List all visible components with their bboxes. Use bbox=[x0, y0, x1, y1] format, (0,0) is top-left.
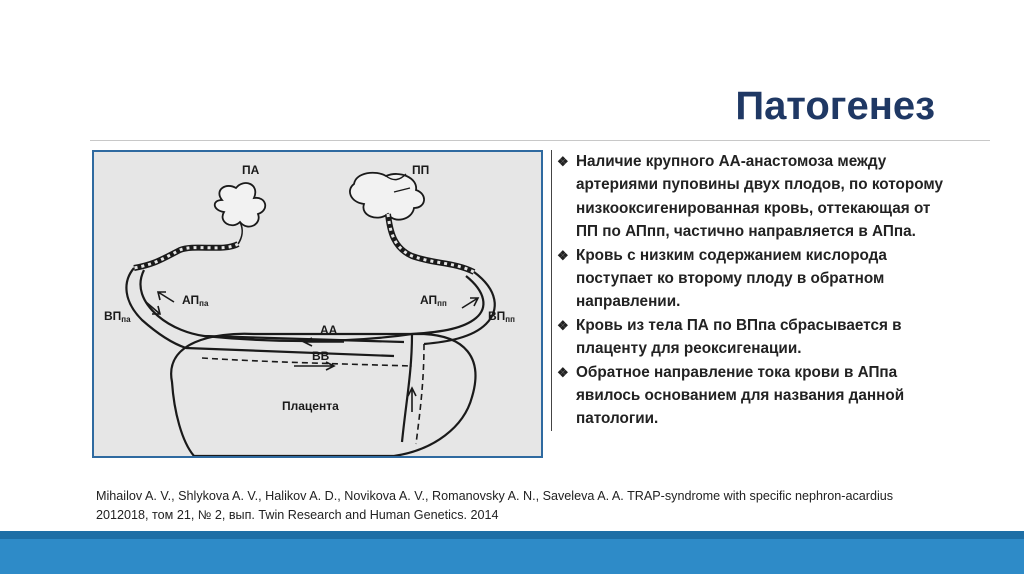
title-divider bbox=[90, 140, 990, 141]
slide-title: Патогенез bbox=[735, 84, 935, 128]
label-ap-pp: АПпп bbox=[420, 293, 447, 308]
diamond-bullet-icon: ❖ bbox=[557, 317, 569, 333]
label-pa: ПА bbox=[242, 163, 260, 177]
arrow-placenta-up bbox=[408, 388, 416, 412]
bullet-list bbox=[551, 150, 952, 431]
diamond-bullet-icon: ❖ bbox=[557, 154, 569, 169]
bullet-item bbox=[552, 361, 952, 431]
label-placenta: Плацента bbox=[282, 399, 339, 413]
vessel-left-inner bbox=[140, 270, 404, 342]
bullet-item bbox=[552, 314, 952, 361]
label-vp-pp: ВПпп bbox=[488, 309, 515, 324]
footer-bar-dark bbox=[0, 531, 1024, 539]
bullet-item bbox=[552, 150, 952, 244]
bullet-item bbox=[552, 244, 952, 314]
label-pp: ПП bbox=[412, 163, 430, 177]
twin-circulation-diagram bbox=[92, 150, 543, 458]
citation-text: Mihailov A. V., Shlykova A. V., Halikov A. D., Novikova A. V., Romanovsky A. N., Saveleva A. A. TRAP-syndrome with specific nephron-acardius 2012018, том 21, № 2, вып. Twin Research and Human Genetics. 2014 bbox=[96, 489, 894, 522]
bullet-text: Обратное направление тока крови в АПпа явилось основанием для названия данной патологии. bbox=[576, 363, 905, 428]
arrow-ap-pa bbox=[158, 292, 174, 302]
diamond-bullet-icon: ❖ bbox=[557, 247, 569, 263]
vv-vein bbox=[202, 358, 412, 366]
vessel-left-outer bbox=[126, 268, 394, 356]
label-vp-pa: ВПпа bbox=[104, 309, 131, 324]
label-aa: АА bbox=[320, 323, 338, 337]
umbilical-cord-pp bbox=[388, 214, 474, 272]
arrow-ap-pp bbox=[462, 298, 478, 308]
label-vv: ВВ bbox=[312, 349, 330, 363]
placenta-return-vessel bbox=[402, 334, 412, 442]
fetus-pa-shape bbox=[215, 183, 266, 227]
footer-bar-light bbox=[0, 539, 1024, 574]
fetus-pp-shape bbox=[350, 173, 424, 220]
bullet-text: Наличие крупного АА-анастомоза между артериями пуповины двух плодов, по которому низкооксигенированная кровь, оттекающая от ПП по АПпп, частично направляется в АПпа. bbox=[576, 153, 944, 241]
label-ap-pa: АПпа bbox=[182, 293, 209, 308]
diamond-bullet-icon: ❖ bbox=[557, 364, 569, 380]
vessel-right-outer bbox=[424, 272, 495, 344]
bullet-text: Кровь из тела ПА по ВПпа сбрасывается в плаценту для реоксигенации. bbox=[576, 316, 902, 358]
bullet-text: Кровь с низким содержанием кислорода поступает ко второму плоду в обратном направлении. bbox=[576, 246, 887, 311]
